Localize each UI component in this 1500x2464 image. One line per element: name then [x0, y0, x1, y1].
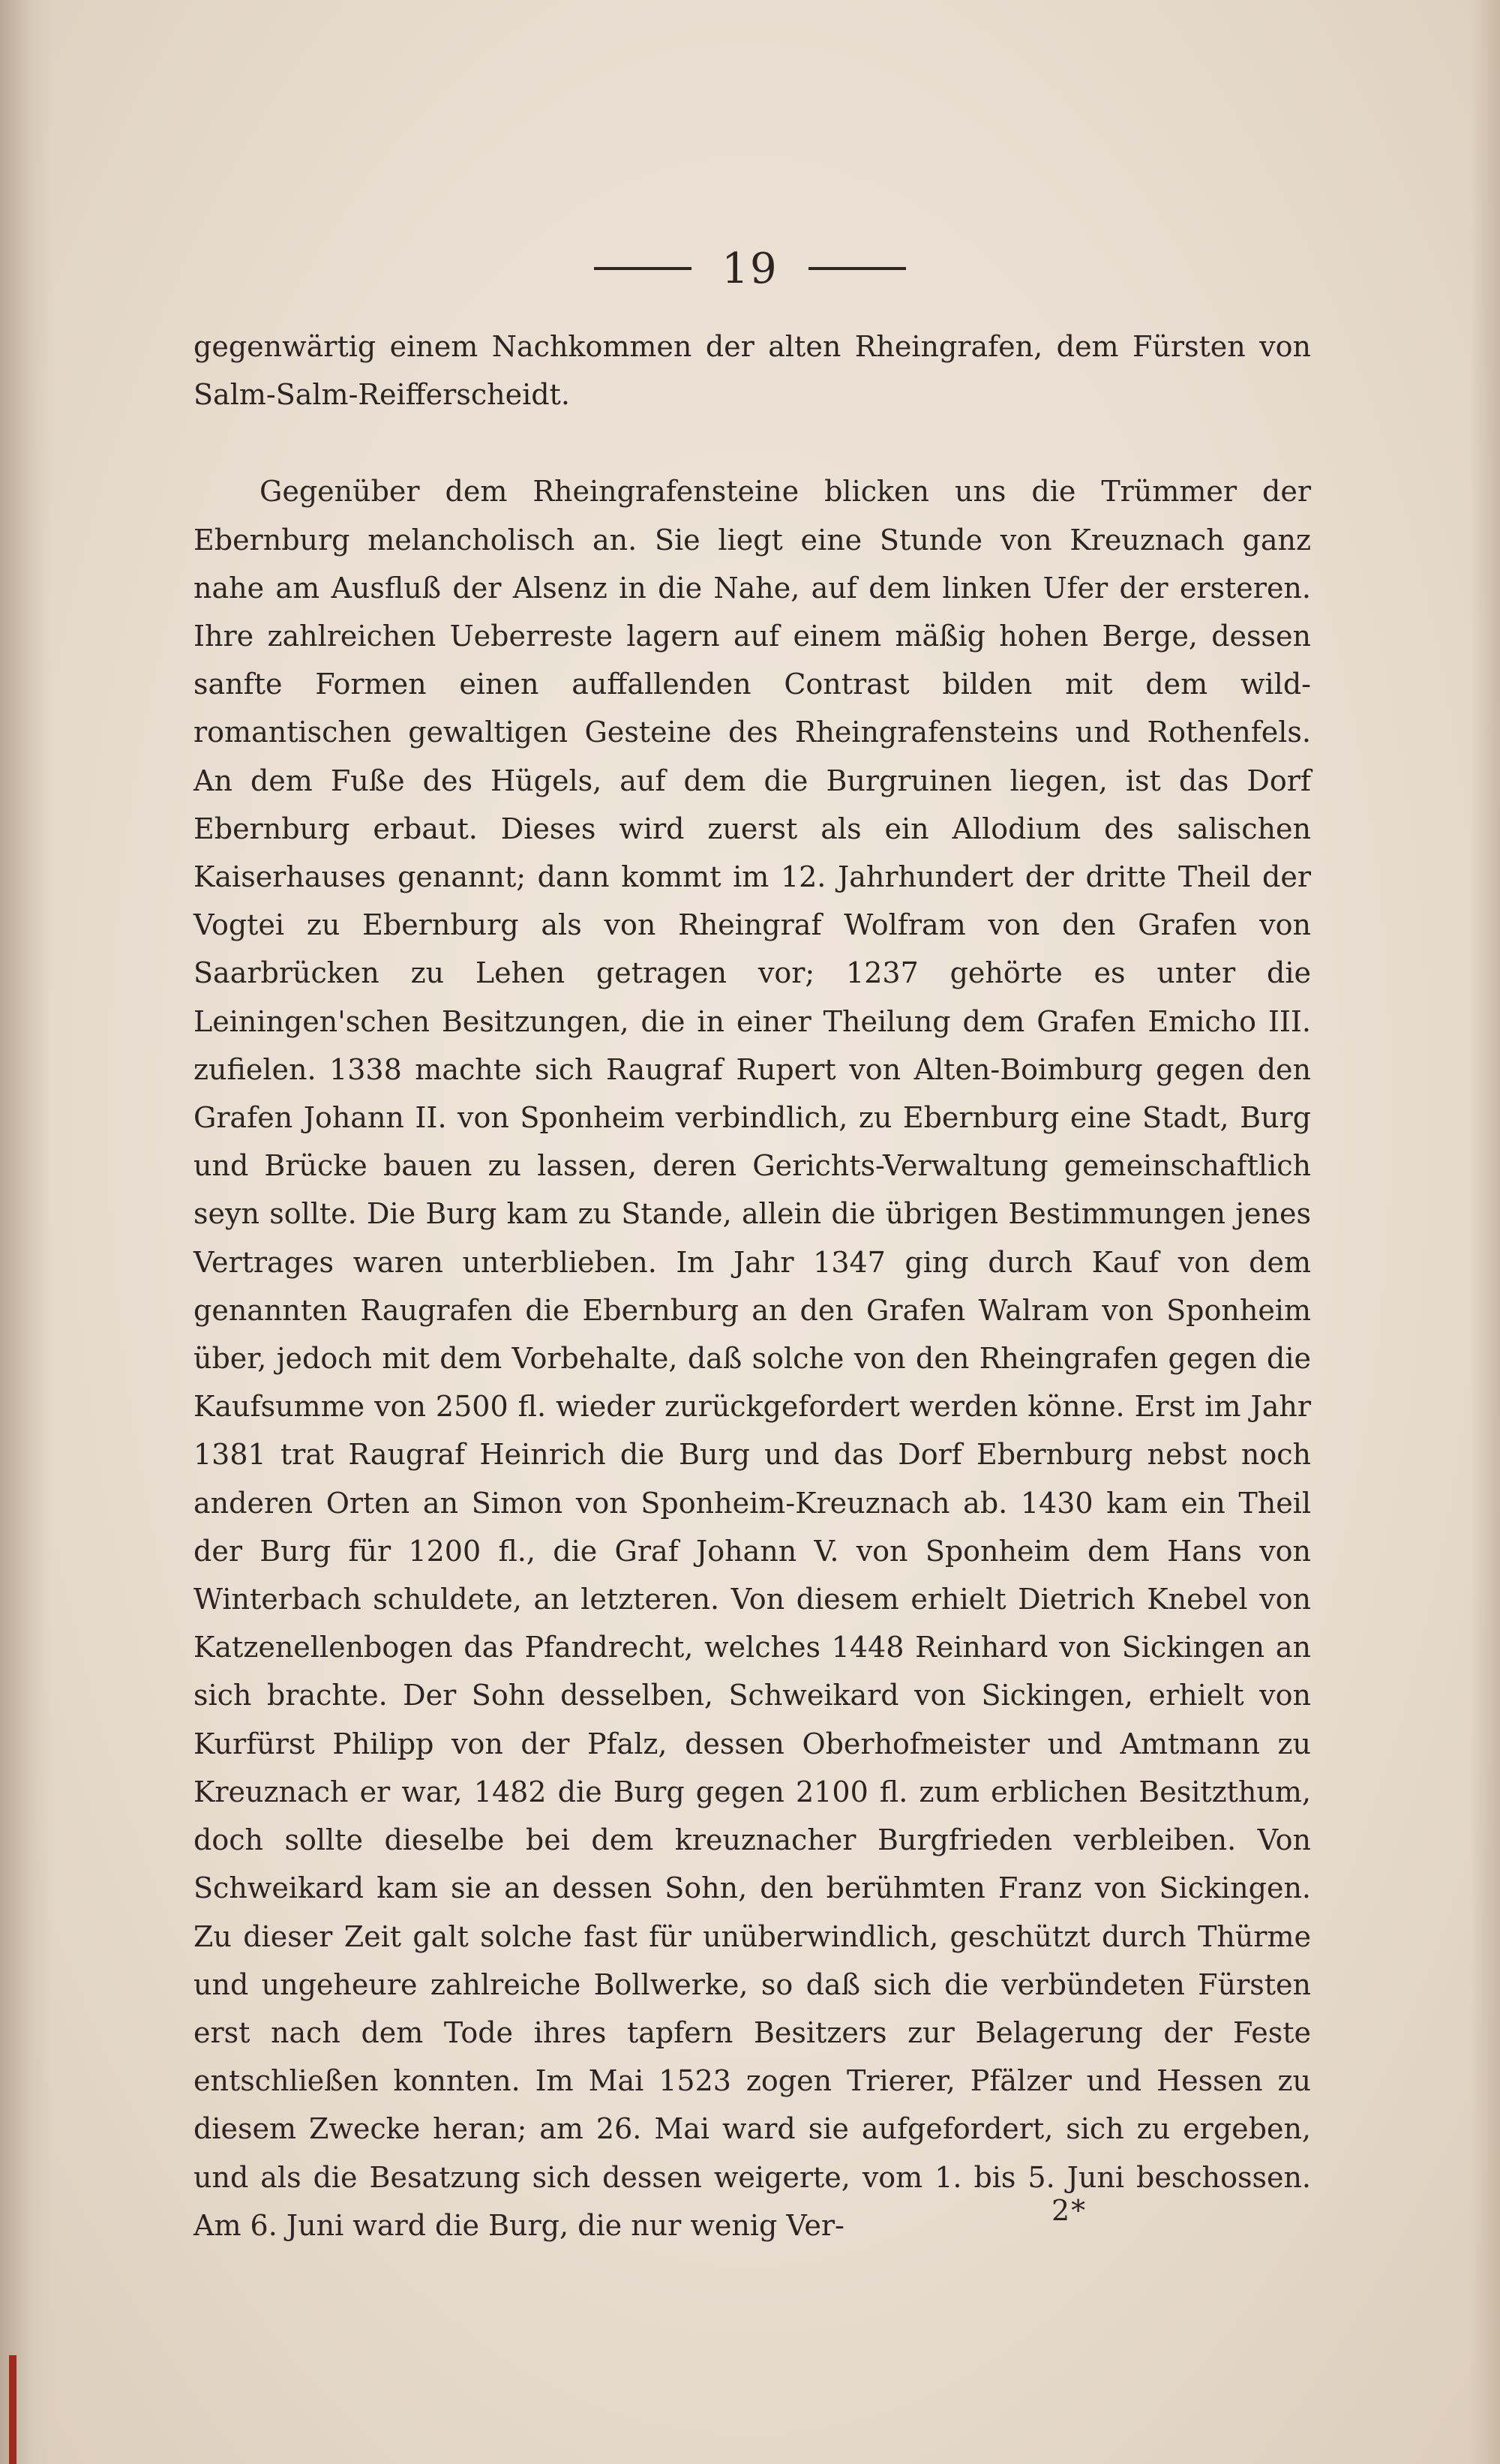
page-number: 19 [722, 244, 778, 293]
page-edge-shadow-left [0, 0, 52, 2464]
paragraph-continuation: gegenwärtig einem Nachkommen der alten Rheingrafen, dem Fürsten von Salm-Salm-Reifferscheidt. [194, 330, 1311, 412]
header-rule-right [808, 267, 906, 270]
page-header [0, 239, 1500, 299]
signature-mark: 2* [1052, 2194, 1088, 2227]
body-text [194, 323, 1311, 2249]
paragraph-spacer [194, 419, 1311, 467]
header-rule-left [594, 267, 692, 270]
spine-red-mark [9, 2355, 16, 2464]
page-edge-shadow-right [1470, 0, 1500, 2464]
paragraph-ebernburg: Gegenüber dem Rheingrafensteine blicken uns die Trümmer der Ebernburg melancholisch an. Sie liegt eine Stunde von Kreuznach ganz nahe am Ausfluß der Alsenz in die Nahe, auf dem linken Ufer der ersteren. Ihre zahlreichen Ueberreste lagern auf einem mäßig hohen Berge, dessen sanfte Formen einen auffallenden Contrast bilden mit dem wild-romantischen gewaltigen Gesteine des Rheingrafensteins und Rothenfels. An dem Fuße des Hügels, auf dem die Burgruinen liegen, ist das Dorf Ebernburg erbaut. Dieses wird zuerst als ein Allodium des salischen Kaiserhauses genannt; dann kommt im 12. Jahrhundert der dritte Theil der Vogtei zu Ebernburg als von Rheingraf Wolfram von den Grafen von Saarbrücken zu Lehen getragen vor; 1237 gehörte es unter die Leiningen'schen Besitzungen, die in einer Theilung dem Grafen Emicho III. zufielen. 1338 machte sich Raugraf Rupert von Alten-Boimburg gegen den Grafen Johann II. von Sponheim verbindlich, zu Ebernburg eine Stadt, Burg und Brücke bauen zu lassen, deren Gerichts-Verwaltung gemeinschaftlich seyn sollte. Die Burg kam zu Stande, allein die übrigen Bestimmungen jenes Vertrages waren unterblieben. Im Jahr 1347 ging durch Kauf von dem genannten Raugrafen die Ebernburg an den Grafen Walram von Sponheim über, jedoch mit dem Vorbehalte, daß solche von den Rheingrafen gegen die Kaufsumme von 2500 fl. wieder zurückgefordert werden könne. Erst im Jahr 1381 trat Raugraf Heinrich die Burg und das Dorf Ebernburg nebst noch anderen Orten an Simon von Sponheim-Kreuznach ab. 1430 kam ein Theil der Burg für 1200 fl., die Graf Johann V. von Sponheim dem Hans von Winterbach schuldete, an letzteren. Von diesem erhielt Dietrich Knebel von Katzenellenbogen das Pfandrecht, welches 1448 Reinhard von Sickingen an sich brachte. Der Sohn desselben, Schweikard von Sickingen, erhielt von Kurfürst Philipp von der Pfalz, dessen Oberhofmeister und Amtmann zu Kreuznach er war, 1482 die Burg gegen 2100 fl. zum erblichen Besitzthum, doch sollte dieselbe bei dem kreuznacher Burgfrieden verbleiben. Von Schweikard kam sie an dessen Sohn, den berühmten Franz von Sickingen. Zu dieser Zeit galt solche fast für unüberwindlich, geschützt durch Thürme und ungeheure zahlreiche Bollwerke, so daß sich die verbündeten Fürsten erst nach dem Tode ihres tapfern Besitzers zur Belagerung der Feste entschließen konnten. Im Mai 1523 zogen Trierer, Pfälzer und Hessen zu diesem Zwecke heran; am 26. Mai ward sie aufgefordert, sich zu ergeben, und als die Besatzung sich dessen weigerte, vom 1. bis 5. Juni beschossen. Am 6. Juni ward die Burg, die nur wenig Ver- [194, 475, 1311, 2242]
